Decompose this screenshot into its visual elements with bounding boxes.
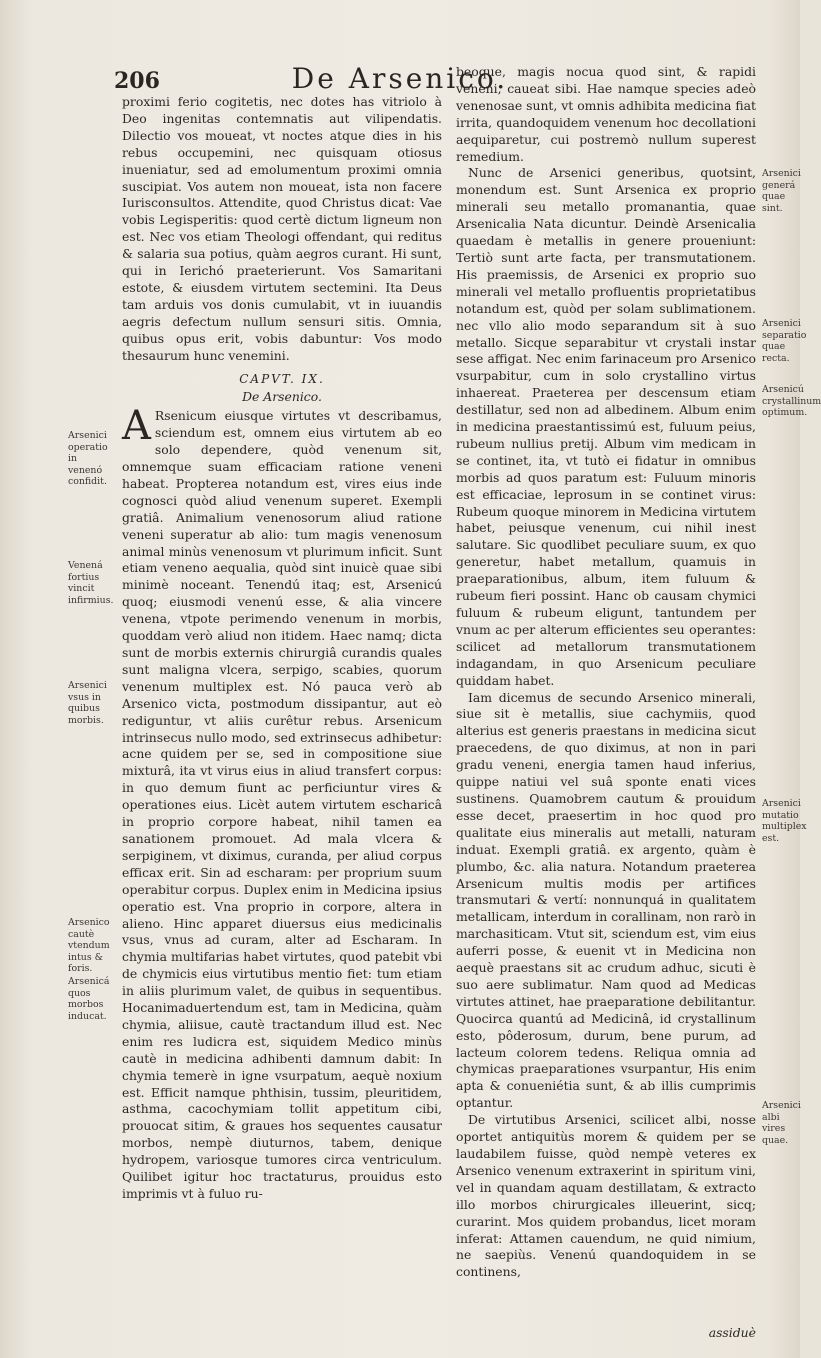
margin-note: Arsenici operatio in venenó confidit. (68, 430, 108, 488)
margin-note: Arsenicú crystallinum optimum. (762, 384, 821, 419)
left-paragraph-2-text: Rsenicum eiusque virtutes vt describamus, sciendum est, omnem eius virtutem ab eo solo dependere, quòd venenum sit, omnemque suam efficaciam ratione veneni habeat. Propterea notandum est, vires eius inde cognosci quòd aliud venenum superet. Exempli gratiâ. Animalium venenosorum aliud ratione veneni superatur ab alio: tum magis venenosum animal minùs venenosum vt plurimum inficit. Sunt etiam veneno aequalia, quòd sint inuicè quae sibi minimè noceant. Tenendú itaq; est, Arsenicú quoq; eiusmodi venenú esse, & alia vincere venena, vtpote perimendo venenum in morbis, quoddam verò aliud non itidem. Haec namq; dicta sunt de morbis externis chirurgiâ curandis quales sunt maligna vlcera, serpigo, scabies, quorum venenum multiplex est. Nó pauca verò ab Arsenico victa, postmodum dissipantur, aut eò rediguntur, vt aliis curêtur rebus. Arsenicum intrinsecus nullo modo, sed extrinsecus adhibetur: acne quidem per se, sed in compositione siue mixturâ, ita vt virus eius in aliud transfert corpus: in quo demum fiunt ac perficiuntur vires & operationes eius. Licèt autem virtutem escharicâ in proprio corpore habeat, nihil tamen ea sanationem promouet. Ad mala vlcera & serpiginem, vt diximus, curanda, per aliud corpus efficax erit. Sin ad escharam: per proprium suum operabitur corpus. Duplex enim in Medicina ipsius operatio est. Vna proprio in corpore, altera in alieno. Hinc apparet diuersus eius medicinalis vsus, vnus ad curam, alter ad Escharam. In chymia multifarias habet virtutes, quod patebit vbi de chymicis eius virtutibus mentio fiet: tum etiam in aliis plurimum valet, de quibus in sequentibus. Hocanimaduertendum est, tam in Medicina, quàm chymia, aliisue, cautè tractandum illud est. Nec enim res ludicra est, siquidem Medico minùs cautè in medicina adhibenti damnum dabit: In chymia temerè in igne vsurpatum, aequè noxium est. Efficit namque phthisin, tussim, pleuritidem, asthma, cacochymiam tollit appetitum cibi, prouocat sitim, & graues hos sequentes causatur morbos, nempè diuturnos, tabem, denique hydropem, variosque tumores circa ventriculum. Quilibet igitur hoc tractaturus, prouidus esto imprimis vt à fuluo ru- (122, 408, 442, 1201)
right-column (456, 64, 756, 1281)
margin-note: Arsenici separatio quae recta. (762, 318, 807, 364)
chapter-title: De Arsenico. (242, 389, 322, 405)
right-paragraph-1: beoque, magis nocua quod sint, & rapidi veneni, caueat sibi. Hae namque species adeò venenosae sunt, vt omnis adhibita medicina fiat irrita, quandoquidem venenum hoc decollationi aequiparetur, cui postremò nullum superest remedium. (456, 64, 756, 164)
running-title: De Arsenico. (291, 62, 509, 95)
right-paragraph-3: Iam dicemus de secundo Arsenico minerali, siue sit è metallis, siue cachymiis, quod alterius est generis praestans in medicina sicut praecedens, de quo diximus, at non in pari gradu veneni, energia tamen haud inferius, quippe natiui vel suâ sponte enati vices sustinens. Quamobrem cautum & prouidum esse decet, praesertim in hoc quod pro qualitate eius mineralis aut metalli, naturam induat. Exempli gratiâ. ex argento, quàm è plumbo, &c. alia natura. Notandum praeterea Arsenicum multis modis per artifices transmutari & vertí: nonnunquá in qualitatem metallicam, interdum in corallinam, non rarò in marchasiticam. Vtut sit, sciendum est, vim eius auferri posse, & euenit vt in Medicina non aequè praestans sit ac crudum adhuc, sicuti è suo aere sublimatur. Nam quod ad Medicas virtutes attinet, hae praeparatione debilitantur. Quocirca quantú ad Medicinâ, id crystallinum esto, pôderosum, durum, bene purum, ad lacteum colorem tedens. Reliqua omnia ad chymicas praeparationes vsurpantur, His enim apta & conueniétia sunt, & ab illis cumprimis optantur. (456, 689, 756, 1111)
chapter-heading: CAPVT. IX. (239, 371, 325, 386)
left-column (122, 94, 442, 1203)
margin-note: Arsenici generá quae sint. (762, 168, 801, 214)
margin-note: Arsenicá quos morbos inducat. (68, 976, 110, 1022)
margin-note: Arsenici albi vires quae. (762, 1100, 801, 1146)
left-paragraph-2 (122, 403, 442, 1203)
right-paragraph-2: Nunc de Arsenici generibus, quotsint, monendum est. Sunt Arsenica ex proprio minerali seu metallo promanantia, quae Arsenicalia Nata dicuntur. Deindè Arsenicalia quaedam è metallis in genere proueniunt: Tertiò sunt arte facta, per transmutationem. His praemissis, de Arsenici ex proprio suo minerali vel metallo profluentis proprietatibus notandum est, quòd per solam sublimationem. nec vllo alio modo separandum sit à suo metallo. Sicque separabitur vt crystali instar sese affigat. Nec enim farinaceum pro Arsenico vsurpabitur, cum in solo crystallino virtus inhaereat. Praeterea per descensum etiam destillatur, sed non ad albedinem. Album enim in medicina praestantissimú est, fuluum peius, rubeum nullius pretij. Album vim medicam in se continet, ita, vt tutò ei fidatur in omnibus morbis ad quos paratum est: Fuluum minoris est efficaciae, leprosum in se continet virus: Rubeum quoque minorem in Medicina virtutem habet, peiusque venenum, cui nihil inest salutare. Sic quodlibet peculiare suum, ex quo generetur, habet metallum, quamuis in praeparationibus, album, item fuluum & rubeum fieri possint. Hanc ob causam chymici fuluum & rubeum eligunt, tantundem per vnum ac per alterum efficientes seu operantes: scilicet ad metallorum transmutationem indagandam, in quo Arsenicum peculiare quiddam habet. (456, 165, 756, 688)
dropcap: A (122, 403, 151, 450)
margin-note: Venená fortius vincit infirmius. (68, 560, 114, 606)
margin-note: Arsenici mutatio multiplex est. (762, 798, 807, 844)
margin-note: Arsenici vsus in quibus morbis. (68, 680, 107, 726)
catchword: assiduè (708, 1325, 756, 1340)
page-number: 206 (114, 68, 160, 94)
margin-note: Arsenico cautè vtendum intus & foris. (68, 917, 110, 975)
left-paragraph-1: proximi ferio cogitetis, nec dotes has vitriolo à Deo ingenitas contemnatis aut vilipendatis. Dilectio vos moueat, vt noctes atque dies in his rebus occupemini, nec quisquam otiosus inueniatur, sed ad emolumentum proximi omnia suscipiat. Vos autem non moueat, ista non facere Iurisconsultos. Attendite, quod Christus dicat: Vae vobis Legisperitis: quod certè dictum ligneum non est. Nec vos etiam Theologi offendant, qui reditus & salaria sua potius, quàm aegros curant. Hi sunt, qui in Ierichó praeterierunt. Vos Samaritani estote, & eiusdem virtutem sectemini. Ita Deus tam arduis vos donis cumulabit, vt in iuuandis aegris defectum nullum sensuri sitis. Omnia, quibus opus erit, vobis dabuntur: Vos modo thesaurum hunc venemini. (122, 94, 442, 363)
right-paragraph-4: De virtutibus Arsenici, scilicet albi, nosse oportet antiquitùs morem & quidem per se laudabilem fuisse, quòd nempè veteres ex Arsenico venenum extraxerint in spiritum vini, vel in quandam aquam destillatam, & extracto illo morbos chirurgicales illeuerint, sicq; curarint. Mos quidem probandus, licet moram inferat: Attamen cauendum, ne quid nimium, ne saepiùs. Venenú quandoquidem in se continens, (456, 1112, 756, 1280)
